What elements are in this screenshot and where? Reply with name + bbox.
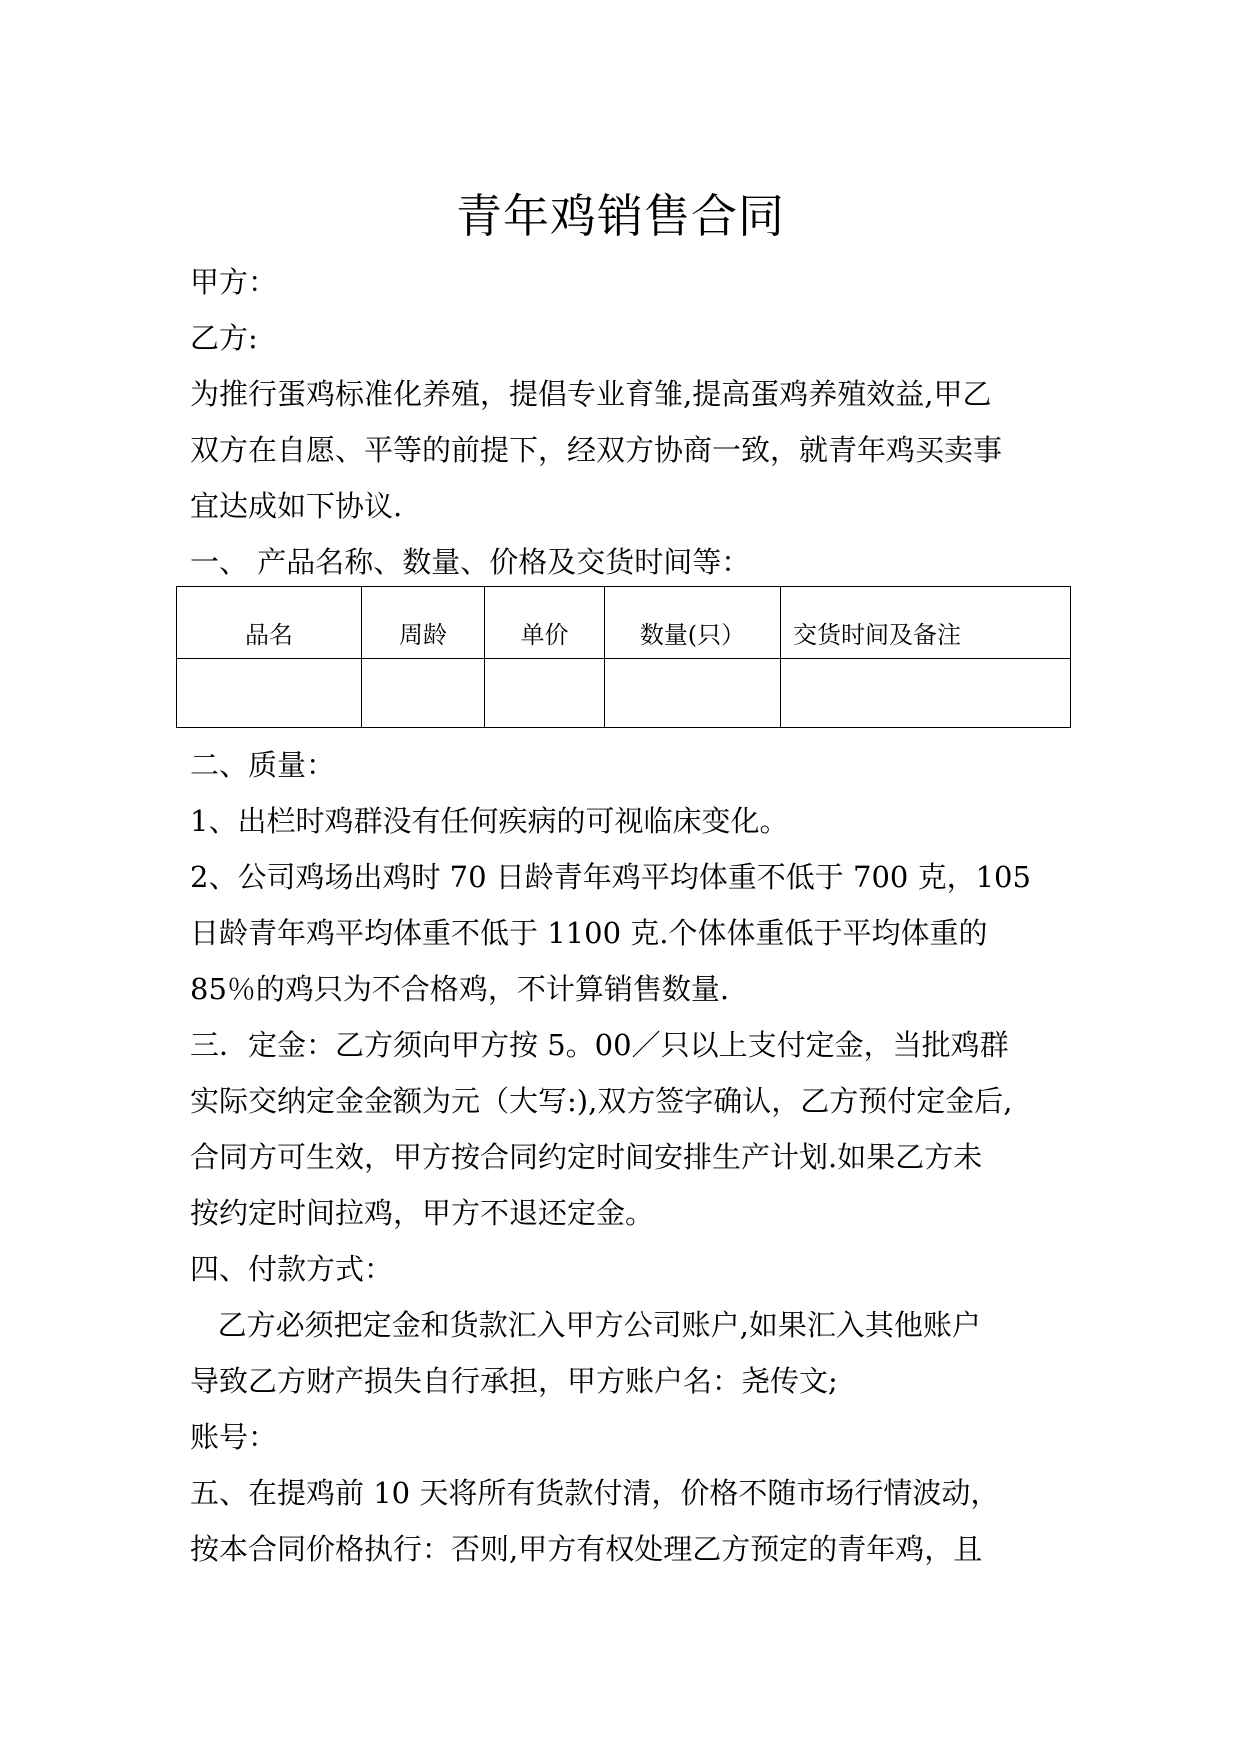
table-header-cell: 数量(只）: [605, 587, 781, 659]
table-row: [177, 659, 1071, 728]
section5-line: 五、在提鸡前 10 天将所有货款付清，价格不随市场行情波动，: [190, 1476, 1000, 1510]
deposit-line: 按约定时间拉鸡，甲方不退还定金。: [190, 1196, 655, 1230]
quality-line: 日龄青年鸡平均体重不低于 1100 克.个体体重低于平均体重的: [190, 916, 988, 950]
payment-line: 导致乙方财产损失自行承担，甲方账户名：尧传文;: [190, 1364, 838, 1398]
table-header-cell: 周龄: [362, 587, 485, 659]
intro-line: 双方在自愿、平等的前提下，经双方协商一致，就青年鸡买卖事: [190, 433, 1003, 467]
quality-line: 1、出栏时鸡群没有任何疾病的可视临床变化。: [190, 804, 789, 838]
quality-line: 2、公司鸡场出鸡时 70 日龄青年鸡平均体重不低于 700 克，105: [190, 860, 1031, 894]
section-heading-4: 四、付款方式：: [190, 1252, 394, 1286]
account-label: 账号：: [190, 1420, 278, 1454]
deposit-line: 实际交纳定金金额为元（大写:),双方签字确认，乙方预付定金后,: [190, 1084, 1013, 1118]
party-a-label: 甲方：: [190, 265, 278, 299]
payment-line: 乙方必须把定金和货款汇入甲方公司账户,如果汇入其他账户: [190, 1308, 981, 1342]
page-title: 青年鸡销售合同: [456, 189, 785, 243]
deposit-line: 合同方可生效，甲方按合同约定时间安排生产计划.如果乙方未: [190, 1140, 983, 1174]
table-cell: [605, 659, 781, 728]
intro-line: 宜达成如下协议.: [190, 489, 403, 523]
table-cell: [485, 659, 605, 728]
table-header-cell: 交货时间及备注: [781, 587, 1071, 659]
intro-line: 为推行蛋鸡标准化养殖，提倡专业育雏,提高蛋鸡养殖效益,甲乙: [190, 377, 992, 411]
deposit-line: 三．定金：乙方须向甲方按 5。00／只以上支付定金，当批鸡群: [190, 1028, 1009, 1062]
section5-line: 按本合同价格执行：否则,甲方有权处理乙方预定的青年鸡，且: [190, 1532, 983, 1566]
section-heading-1: 一、 产品名称、数量、价格及交货时间等：: [190, 545, 751, 579]
table-header-cell: 单价: [485, 587, 605, 659]
party-b-label: 乙方:: [190, 321, 258, 355]
table-cell: [177, 659, 362, 728]
table-header-row: [177, 587, 1071, 659]
quality-line: 85％的鸡只为不合格鸡，不计算销售数量.: [190, 972, 730, 1006]
product-table: [176, 586, 1071, 728]
section-heading-2: 二、质量：: [190, 748, 336, 782]
table-header-cell: 品名: [177, 587, 362, 659]
table-cell: [781, 659, 1071, 728]
table-cell: [362, 659, 485, 728]
